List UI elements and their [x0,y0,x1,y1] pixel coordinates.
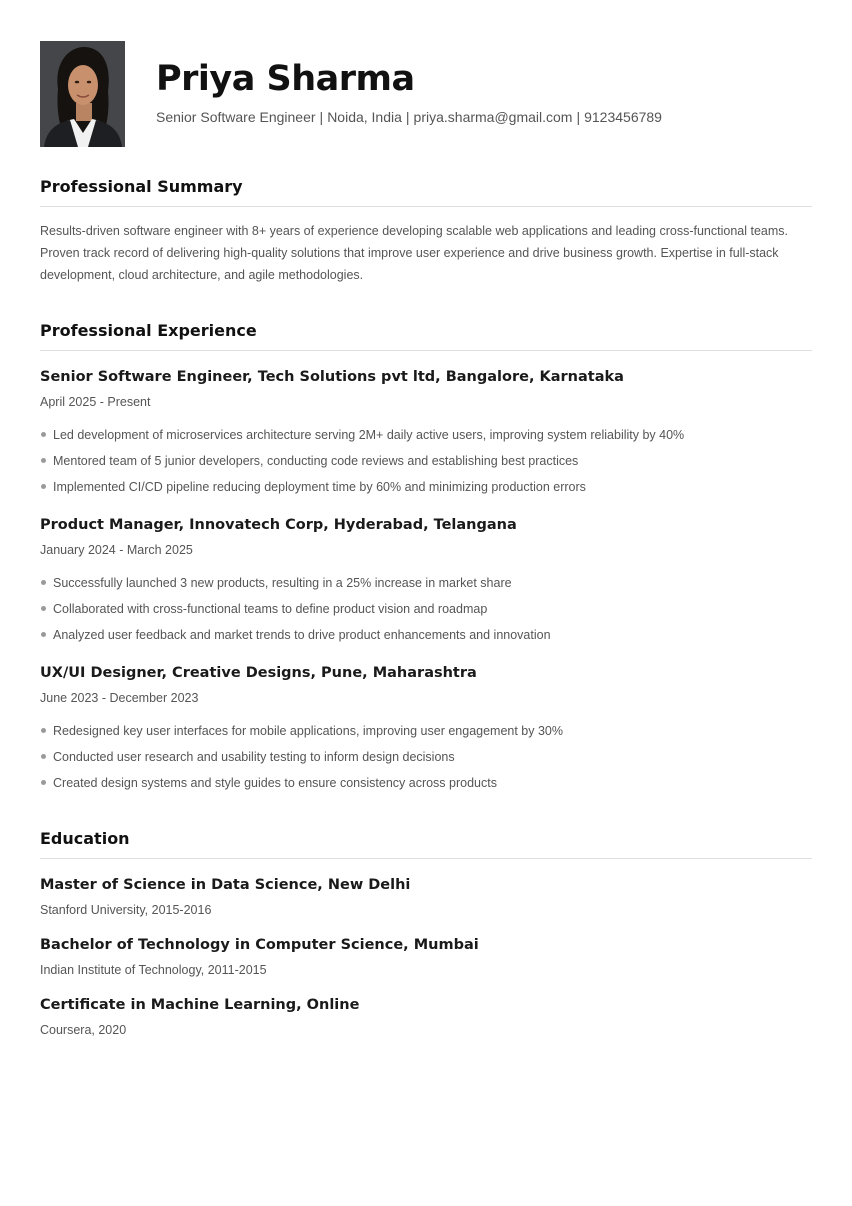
bullet-icon [41,754,46,759]
job-entry [40,662,812,796]
summary-text: Results-driven software engineer with 8+ years of experience developing scalable web applications and leading cross-functional teams. Proven track record of delivering high-quality solutions that improve user experience and drive business growth. Expertise in full-stack development, cloud architecture, and agile methodologies. [40,224,788,282]
separator: | [576,109,581,125]
bullet-icon [41,728,46,733]
degree-meta: Coursera, 2020 [40,1023,127,1037]
experience-section [40,320,812,796]
list-item [40,596,812,622]
job-bullets [40,718,812,796]
job-entry [40,514,812,648]
resume-header [40,41,812,147]
bullet-icon [41,458,46,463]
section-heading: Education [40,828,812,859]
job-dates: January 2024 - March 2025 [40,543,193,557]
phone-text: 9123456789 [584,109,662,125]
job-entry [40,366,812,500]
bullet-text: Conducted user research and usability testing to inform design decisions [53,750,455,764]
bullet-text: Led development of microservices architecture serving 2M+ daily active users, improving system reliability by 40% [53,428,685,442]
job-title-text: Senior Software Engineer [156,109,316,125]
list-item [40,718,812,744]
job-bullets [40,570,812,648]
bullet-text: Created design systems and style guides to ensure consistency across products [53,776,497,790]
bullet-text: Mentored team of 5 junior developers, conducting code reviews and establishing best practices [53,454,579,468]
location-text: Noida, India [327,109,402,125]
bullet-text: Analyzed user feedback and market trends to drive product enhancements and innovation [53,628,551,642]
degree-meta: Indian Institute of Technology, 2011-2015 [40,963,267,977]
section-heading: Professional Summary [40,176,812,207]
list-item [40,570,812,596]
bullet-text: Redesigned key user interfaces for mobile applications, improving user engagement by 30% [53,724,564,738]
degree-meta: Stanford University, 2015-2016 [40,903,212,917]
bullet-text: Successfully launched 3 new products, resulting in a 25% increase in market share [53,576,512,590]
profile-photo [40,41,125,147]
email-link[interactable]: priya.sharma@gmail.com [413,109,573,125]
separator: | [319,109,324,125]
education-entry [40,994,812,1040]
bullet-icon [41,780,46,785]
job-title: UX/UI Designer, Creative Designs, Pune, Maharashtra [40,665,477,681]
education-section [40,828,812,1040]
list-item [40,474,812,500]
header-text [156,41,662,127]
separator: | [405,109,410,125]
bullet-icon [41,632,46,637]
section-heading: Professional Experience [40,320,812,351]
list-item [40,770,812,796]
job-bullets [40,422,812,500]
bullet-text: Implemented CI/CD pipeline reducing deployment time by 60% and minimizing production errors [53,480,586,494]
job-title: Senior Software Engineer, Tech Solutions pvt ltd, Bangalore, Karnataka [40,369,624,385]
contact-line [156,107,662,127]
education-entry [40,874,812,920]
degree-title: Certificate in Machine Learning, Online [40,997,360,1013]
bullet-icon [41,580,46,585]
bullet-icon [41,606,46,611]
education-entry [40,934,812,980]
summary-section [40,176,812,286]
list-item [40,422,812,448]
resume-page [40,41,812,1040]
bullet-icon [41,484,46,489]
list-item [40,622,812,648]
job-dates: June 2023 - December 2023 [40,691,199,705]
degree-title: Bachelor of Technology in Computer Science, Mumbai [40,937,479,953]
job-dates: April 2025 - Present [40,395,151,409]
candidate-name: Priya Sharma [156,59,415,99]
bullet-icon [41,432,46,437]
job-title: Product Manager, Innovatech Corp, Hyderabad, Telangana [40,517,517,533]
list-item [40,744,812,770]
profile-photo-icon [40,41,125,147]
bullet-text: Collaborated with cross-functional teams to define product vision and roadmap [53,602,488,616]
list-item [40,448,812,474]
degree-title: Master of Science in Data Science, New Delhi [40,877,411,893]
